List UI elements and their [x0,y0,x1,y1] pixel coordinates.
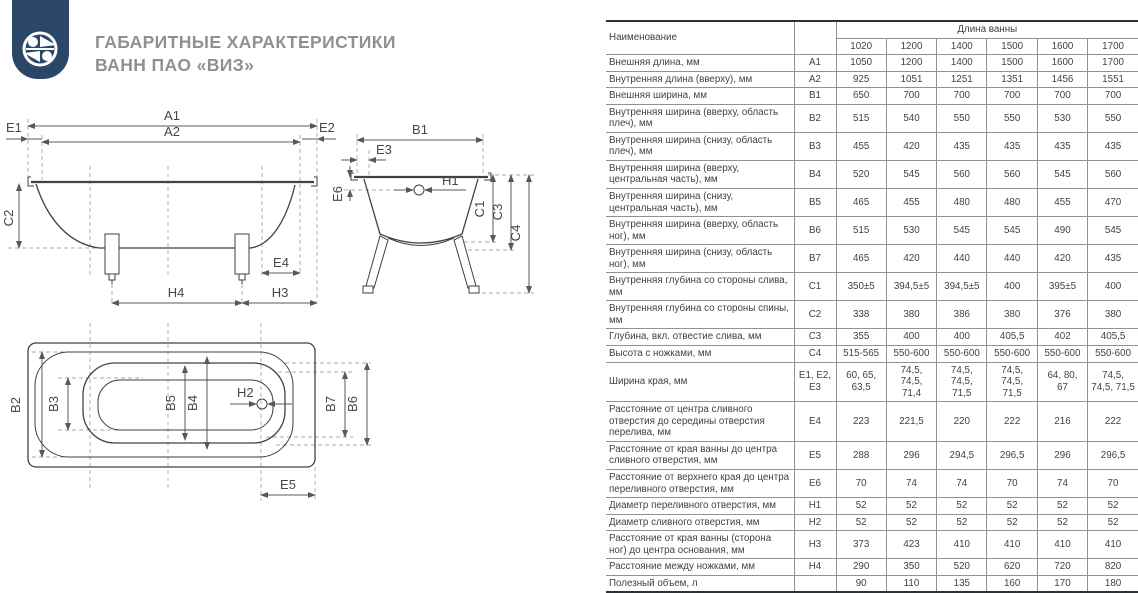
table-row [606,362,1138,402]
row-name: Глубина, вкл. отвестие слива, мм [606,329,794,346]
row-value: 70 [836,469,886,497]
row-value: 52 [1088,498,1138,515]
row-value: 550-600 [937,346,987,363]
row-value: 423 [886,531,936,559]
row-value: 400 [987,273,1037,301]
spec-table [606,20,1138,593]
row-value: 52 [987,498,1037,515]
dim-label-c1: C1 [472,200,487,218]
viz-logo-icon [12,0,69,79]
row-value: 435 [1088,132,1138,160]
row-value: 530 [886,217,936,245]
row-value: 550 [1088,104,1138,132]
row-value: 380 [1088,301,1138,329]
dim-label-e5: E5 [280,477,296,492]
row-value: 550-600 [987,346,1037,363]
row-value: 720 [1037,559,1087,576]
row-value: 160 [987,575,1037,592]
row-value: 180 [1088,575,1138,592]
table-row [606,273,1138,301]
row-code: C2 [794,301,836,329]
row-value: 400 [1088,273,1138,301]
row-value: 1456 [1037,71,1087,88]
row-code: A2 [794,71,836,88]
row-value: 420 [886,132,936,160]
dim-label-b1: B1 [412,122,428,137]
row-value: 545 [886,160,936,188]
row-code: B1 [794,88,836,105]
row-code: A1 [794,55,836,72]
row-value: 52 [886,498,936,515]
dim-label-e2: E2 [319,120,335,135]
row-name: Внутренняя глубина со стороны слива, мм [606,273,794,301]
row-name: Внешняя ширина, мм [606,88,794,105]
dim-label-b6: B6 [345,396,360,412]
row-value: 700 [1037,88,1087,105]
row-value: 545 [1037,160,1087,188]
table-header-row [606,21,1138,38]
row-value: 74,5, 74,5, 71,5 [987,362,1037,402]
row-value: 373 [836,531,886,559]
dim-label-c4: C4 [508,224,523,242]
row-value: 52 [937,498,987,515]
row-value: 650 [836,88,886,105]
row-name: Расстояние от центра сливного отверстия до середины отверстия перелива, мм [606,402,794,442]
row-code: H1 [794,498,836,515]
bathtub-end-view-diagram [330,106,586,318]
row-value: 74,5, 74,5, 71,4 [886,362,936,402]
row-value: 465 [836,245,886,273]
row-value: 52 [836,514,886,531]
dim-label-c2: C2 [1,209,16,227]
row-value: 470 [1088,189,1138,217]
dim-label-c3: C3 [490,203,505,221]
row-value: 70 [987,469,1037,497]
row-value: 550-600 [1088,346,1138,363]
table-row [606,498,1138,515]
row-value: 350±5 [836,273,886,301]
table-row [606,575,1138,592]
row-value: 394,5±5 [886,273,936,301]
row-value: 1500 [987,55,1037,72]
row-name: Внешняя длина, мм [606,55,794,72]
row-value: 820 [1088,559,1138,576]
row-value: 52 [1088,514,1138,531]
row-value: 1251 [937,71,987,88]
row-value: 545 [937,217,987,245]
row-value: 550-600 [1037,346,1087,363]
dim-label-a1: A1 [164,108,180,123]
row-value: 560 [1088,160,1138,188]
table-row [606,217,1138,245]
row-value: 296 [886,441,936,469]
row-name: Внутренняя ширина (вверху, область плеч), мм [606,104,794,132]
dim-label-h4: H4 [167,285,185,300]
row-value: 545 [987,217,1037,245]
row-value: 420 [886,245,936,273]
row-value: 350 [886,559,936,576]
row-value: 400 [937,329,987,346]
dim-label-e4: E4 [273,255,289,270]
row-name: Внутренняя ширина (снизу, центральная часть), мм [606,189,794,217]
row-value: 455 [836,132,886,160]
row-value: 1551 [1088,71,1138,88]
size-header: 1200 [886,38,936,55]
row-value: 296 [1037,441,1087,469]
row-value: 386 [937,301,987,329]
row-value: 440 [937,245,987,273]
row-value: 74 [937,469,987,497]
row-code: B2 [794,104,836,132]
row-name: Расстояние от верхнего края до центра переливного отверстия, мм [606,469,794,497]
row-value: 410 [987,531,1037,559]
row-name: Внутренняя ширина (вверху, центральная часть), мм [606,160,794,188]
header-group: Длина ванны [836,21,1138,38]
page-title-line1: ГАБАРИТНЫЕ ХАРАКТЕРИСТИКИ [95,32,396,52]
row-value: 700 [1088,88,1138,105]
row-value: 440 [987,245,1037,273]
table-row [606,55,1138,72]
row-value: 52 [1037,498,1087,515]
row-name: Расстояние от края ванны (сторона ног) до центра основания, мм [606,531,794,559]
dim-label-h3: H3 [271,285,289,300]
row-code: C3 [794,329,836,346]
row-value: 480 [987,189,1037,217]
table-row [606,189,1138,217]
row-value: 545 [1088,217,1138,245]
row-value: 60, 65, 63,5 [836,362,886,402]
row-value: 435 [1037,132,1087,160]
table-row [606,329,1138,346]
table-row [606,441,1138,469]
row-value: 222 [1088,402,1138,442]
dim-label-e6: E6 [330,186,345,202]
dim-label-a2: A2 [164,124,180,139]
row-value: 520 [836,160,886,188]
row-name: Диаметр переливного отверстия, мм [606,498,794,515]
logo [12,0,69,79]
row-value: 52 [937,514,987,531]
row-value: 1351 [987,71,1037,88]
dim-label-e1: E1 [6,120,22,135]
row-value: 410 [1037,531,1087,559]
row-name: Расстояние от края ванны до центра сливного отверстия, мм [606,441,794,469]
page-title-line2: ВАНН ПАО «ВИЗ» [95,55,255,76]
row-value: 1700 [1088,55,1138,72]
row-value: 70 [1088,469,1138,497]
row-value: 74,5, 74,5, 71,5 [937,362,987,402]
row-code: H2 [794,514,836,531]
row-value: 110 [886,575,936,592]
row-code: E1, E2, E3 [794,362,836,402]
table-row [606,559,1138,576]
row-value: 380 [886,301,936,329]
size-header: 1600 [1037,38,1087,55]
table-row [606,531,1138,559]
table-row [606,160,1138,188]
row-value: 380 [987,301,1037,329]
dim-label-h2: H2 [237,385,254,400]
row-value: 1050 [836,55,886,72]
spec-table-body [606,55,1138,593]
row-value: 700 [987,88,1037,105]
row-value: 455 [886,189,936,217]
table-row [606,402,1138,442]
row-value: 222 [987,402,1037,442]
table-row [606,514,1138,531]
row-value: 515 [836,104,886,132]
page-title [95,31,396,77]
row-value: 560 [987,160,1037,188]
row-value: 402 [1037,329,1087,346]
table-row [606,132,1138,160]
row-code: E6 [794,469,836,497]
row-value: 515 [836,217,886,245]
row-value: 296,5 [987,441,1037,469]
row-value: 223 [836,402,886,442]
row-value: 355 [836,329,886,346]
table-row [606,301,1138,329]
row-value: 480 [937,189,987,217]
row-value: 221,5 [886,402,936,442]
row-value: 376 [1037,301,1087,329]
table-row [606,346,1138,363]
dim-label-b3: B3 [46,396,61,412]
row-value: 220 [937,402,987,442]
row-value: 52 [836,498,886,515]
size-header: 1700 [1088,38,1138,55]
row-code: B3 [794,132,836,160]
row-value: 394,5±5 [937,273,987,301]
row-value: 420 [1037,245,1087,273]
row-name: Внутренняя ширина (вверху, область ног), мм [606,217,794,245]
row-value: 435 [987,132,1037,160]
row-code: C4 [794,346,836,363]
row-value: 290 [836,559,886,576]
row-value: 1400 [937,55,987,72]
row-name: Внутренняя ширина (снизу, область плеч), мм [606,132,794,160]
row-code: H3 [794,531,836,559]
row-value: 620 [987,559,1037,576]
row-value: 74 [886,469,936,497]
table-row [606,104,1138,132]
header-name: Наименование [606,21,794,55]
dim-label-e3: E3 [376,142,392,157]
row-value: 64, 80, 67 [1037,362,1087,402]
row-name: Расстояние между ножками, мм [606,559,794,576]
row-code: B6 [794,217,836,245]
row-value: 435 [1088,245,1138,273]
dim-label-b5: B5 [163,395,178,411]
row-code: B7 [794,245,836,273]
row-value: 560 [937,160,987,188]
row-value: 435 [937,132,987,160]
row-value: 700 [937,88,987,105]
row-name: Полезный объем, л [606,575,794,592]
row-name: Внутренняя глубина со стороны спины, мм [606,301,794,329]
row-value: 170 [1037,575,1087,592]
size-header: 1500 [987,38,1037,55]
row-value: 52 [987,514,1037,531]
row-value: 288 [836,441,886,469]
table-row [606,71,1138,88]
row-value: 135 [937,575,987,592]
row-value: 74 [1037,469,1087,497]
row-name: Высота с ножками, мм [606,346,794,363]
row-value: 410 [937,531,987,559]
row-value: 405,5 [1088,329,1138,346]
header-code [794,21,836,55]
row-code: E4 [794,402,836,442]
row-value: 216 [1037,402,1087,442]
row-value: 296,5 [1088,441,1138,469]
row-value: 465 [836,189,886,217]
row-value: 410 [1088,531,1138,559]
row-value: 490 [1037,217,1087,245]
row-value: 405,5 [987,329,1037,346]
row-value: 530 [1037,104,1087,132]
row-value: 455 [1037,189,1087,217]
row-code: E5 [794,441,836,469]
row-value: 515-565 [836,346,886,363]
row-value: 700 [886,88,936,105]
dim-label-h1: H1 [442,173,459,188]
row-value: 395±5 [1037,273,1087,301]
row-value: 90 [836,575,886,592]
row-value: 400 [886,329,936,346]
row-code: B4 [794,160,836,188]
row-value: 1051 [886,71,936,88]
row-value: 550 [987,104,1037,132]
row-code: B5 [794,189,836,217]
row-value: 338 [836,301,886,329]
row-value: 52 [886,514,936,531]
table-row [606,245,1138,273]
row-value: 74,5, 74,5, 71,5 [1088,362,1138,402]
row-value: 52 [1037,514,1087,531]
size-header: 1400 [937,38,987,55]
dim-label-b7: B7 [323,396,338,412]
row-value: 1600 [1037,55,1087,72]
row-name: Ширина края, мм [606,362,794,402]
size-header: 1020 [836,38,886,55]
bathtub-side-view-diagram [1,106,336,318]
table-row [606,88,1138,105]
table-row [606,469,1138,497]
row-value: 1200 [886,55,936,72]
row-value: 540 [886,104,936,132]
row-value: 520 [937,559,987,576]
bathtub-top-view-diagram [8,323,438,523]
row-name: Внутренняя длина (вверху), мм [606,71,794,88]
row-name: Диаметр сливного отверстия, мм [606,514,794,531]
row-code: C1 [794,273,836,301]
dim-label-b2: B2 [8,397,23,413]
row-code [794,575,836,592]
dim-label-b4: B4 [185,395,200,411]
row-value: 550-600 [886,346,936,363]
row-value: 294,5 [937,441,987,469]
row-code: H4 [794,559,836,576]
row-name: Внутренняя ширина (снизу, область ног), мм [606,245,794,273]
row-value: 550 [937,104,987,132]
row-value: 925 [836,71,886,88]
